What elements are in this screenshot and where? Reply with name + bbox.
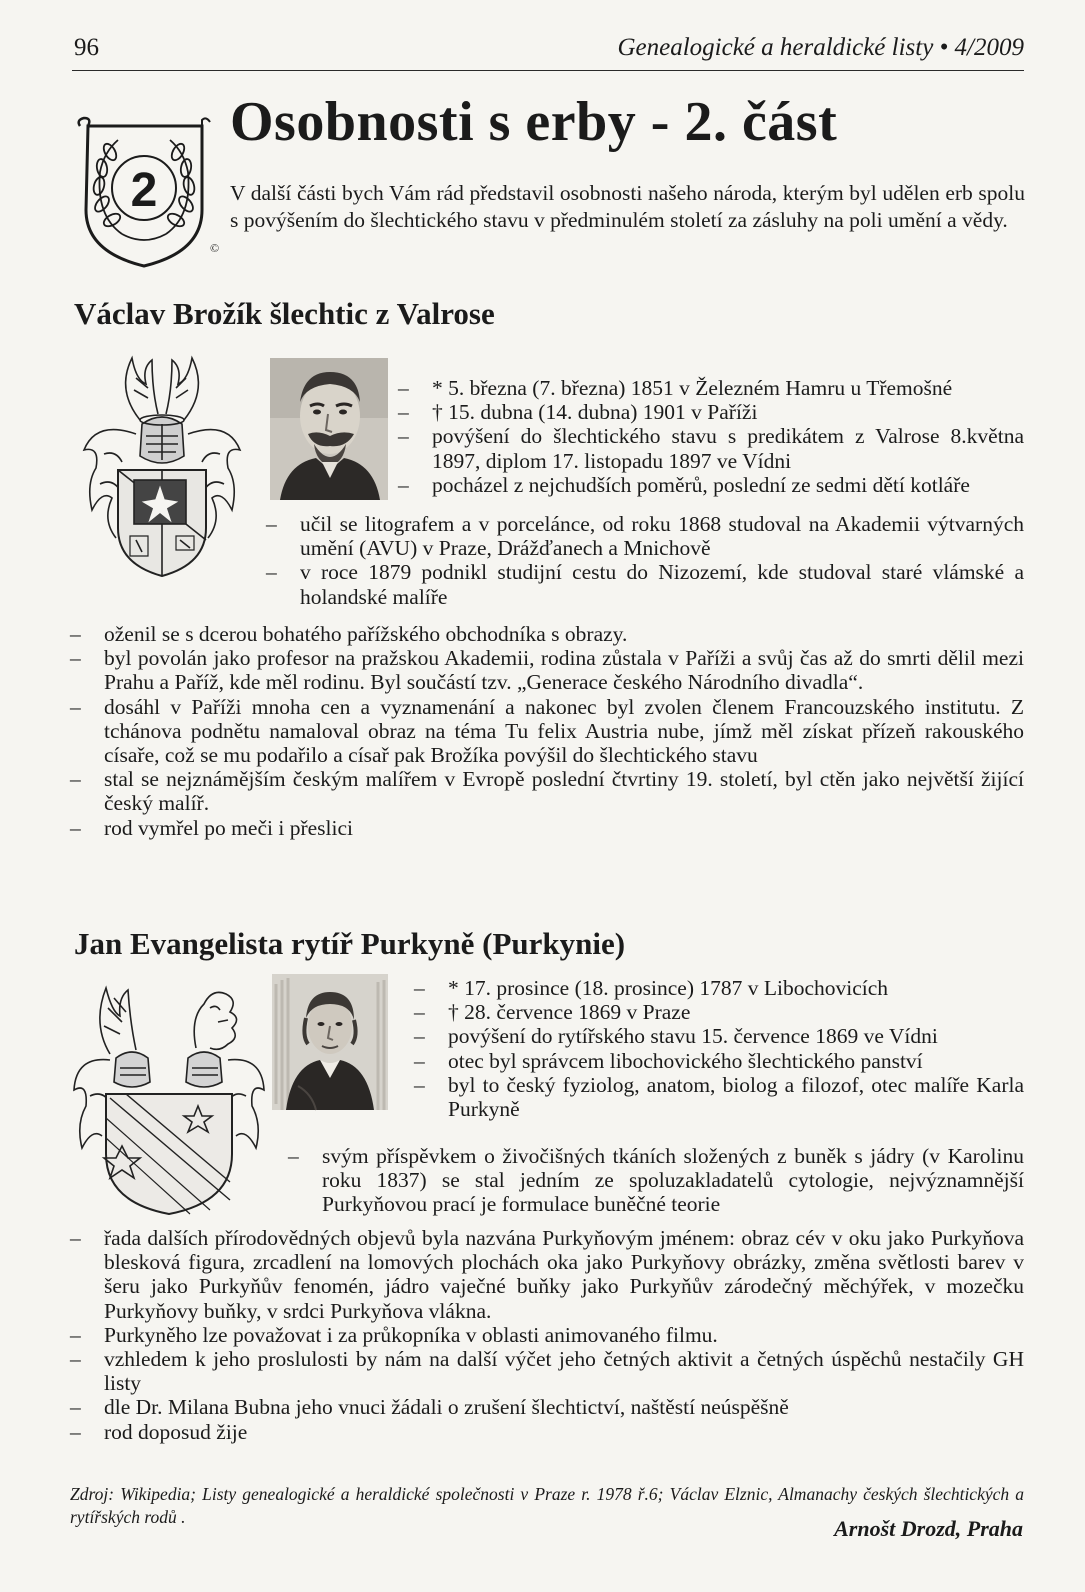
article-title: Osobnosti s erby - 2. část xyxy=(230,91,838,153)
list-item: – učil se litografem a v porcelánce, od roku 1868 studoval na Akademii výtvarných umění (AVU) v Praze, Drážďanech a Mnichově xyxy=(266,512,1024,561)
list-item: – pocházel z nejchudších poměrů, poslední ze sedmi dětí kotláře xyxy=(398,472,970,497)
intro-paragraph: V další části bych Vám rád představil osobnosti našeho národa, kterým byl udělen erb spolu s povýšením do šlechtického stavu v předminulém století za zásluhy na poli umění a vědy. xyxy=(230,181,1025,232)
list-item: – v roce 1879 podnikl studijní cestu do Nizozemí, kde studoval staré vlámské a holandské malíře xyxy=(266,560,1024,609)
purkyne-list-beside-portrait xyxy=(414,976,1024,1121)
coat-of-arms-purkyne-icon xyxy=(70,978,268,1218)
source-note: Zdroj: Wikipedia; Listy genealogické a heraldické společnosti v Praze r. 1978 ř.6; Václav Elznic, Almanachy českých šlechtických a rytířských rodů . xyxy=(70,1484,1024,1527)
svg-text:©: © xyxy=(210,241,220,255)
section-heading-brozik: Václav Brožík šlechtic z Valrose xyxy=(74,296,495,331)
list-item: – povýšení do šlechtického stavu s predikátem z Valrose 8.května 1897, diplom 17. listopadu 1897 ve Vídni xyxy=(398,424,1024,473)
list-item: – oženil se s dcerou bohatého pařížského obchodníka s obrazy. xyxy=(70,622,628,646)
list-item: – Purkyněho lze považovat i za průkopníka v oblasti animovaného filmu. xyxy=(70,1322,718,1347)
list-item: – byl povolán jako profesor na pražskou Akademii, rodina zůstala v Paříži a svůj čas až do smrti dělil mezi Prahu a Paříž, kde měl rodinu. Byl součástí tzv. „Generace českého Národního divadla“. xyxy=(70,646,1024,695)
portrait-purkyne xyxy=(272,974,388,1110)
list-item: – † 15. dubna (14. dubna) 1901 v Paříži xyxy=(398,400,758,425)
brozik-list-mid xyxy=(266,512,1024,609)
list-item: – † 28. července 1869 v Praze xyxy=(414,1000,691,1025)
list-item: – * 5. března (7. března) 1851 v Železném Hamru u Třemošné xyxy=(398,376,953,400)
page-header xyxy=(72,28,1024,71)
brozik-list-beside-portrait xyxy=(398,376,1024,497)
author-signature: Arnošt Drozd, Praha xyxy=(834,1516,1023,1541)
list-item: – stal se nejznámějším českým malířem v Evropě poslední čtvrtiny 19. století, byl ctěn jako největší žijící český malíř. xyxy=(70,767,1024,816)
list-item: – * 17. prosince (18. prosince) 1787 v Libochovicích xyxy=(414,976,889,1000)
badge-number: 2 xyxy=(130,164,158,217)
section-heading-purkyne: Jan Evangelista rytíř Purkyně (Purkynie) xyxy=(74,926,626,961)
page-number: 96 xyxy=(74,34,99,61)
list-item: – rod vymřel po meči i přeslici xyxy=(70,815,353,840)
list-item: – dle Dr. Milana Bubna jeho vnuci žádali o zrušení šlechtictví, naštěstí neúspěšně xyxy=(70,1395,789,1420)
laurel-wreath-shield-icon xyxy=(74,112,220,270)
journal-title: Genealogické a heraldické listy • 4/2009 xyxy=(617,34,1024,61)
brozik-list-full xyxy=(70,622,1024,840)
coat-of-arms-brozik-icon xyxy=(76,350,248,582)
list-item: – byl to český fyziolog, anatom, biolog a filozof, otec malíře Karla Purkyně xyxy=(414,1072,1024,1122)
list-item: – vzhledem k jeho proslulosti by nám na další výčet jeho četných aktivit a četných úspěchů nestačily GH listy xyxy=(70,1347,1024,1396)
list-item: – svým příspěvkem o živočišných tkáních složených z buněk s jádry (v Karolinu roku 1837) se stal jedním ze spoluzakladatelů cytologie, nejvýznamnější Purkyňovou prací je formulace buněčné teorie xyxy=(288,1144,1024,1217)
list-item: – otec byl správcem libochovického šlechtického panství xyxy=(414,1048,923,1073)
list-item: – dosáhl v Paříži mnoha cen a vyznamenání a nakonec byl zvolen členem Francouzského institutu. Z tchánova podnětu namaloval obraz na téma Tu felix Austria nube, jímž měl získat přízeň rakouského císaře, což se mu podařilo a císař pak Brožíka povýšil do šlechtického stavu xyxy=(70,694,1024,768)
purkyne-list-full xyxy=(70,1226,1024,1444)
portrait-brozik xyxy=(270,358,388,500)
list-item: – rod doposud žije xyxy=(70,1419,248,1444)
list-item: – řada dalších přírodovědných objevů byla nazvána Purkyňovým jménem: obraz cév v oku jako Purkyňova blesková figura, zrcadlení na lomových plochách oka jako Purkyňovy obrázky, změna světlosti barev v šeru jako Purkyňův fenomén, jádro vaječné buňky jako Purkyňův zárodečný měchýřek, v mozečku Purkyňovy buňky, v srdci Purkyňova vlákna. xyxy=(70,1226,1024,1323)
purkyne-list-mid xyxy=(288,1144,1024,1217)
list-item: – povýšení do rytířského stavu 15. července 1869 ve Vídni xyxy=(414,1024,938,1049)
